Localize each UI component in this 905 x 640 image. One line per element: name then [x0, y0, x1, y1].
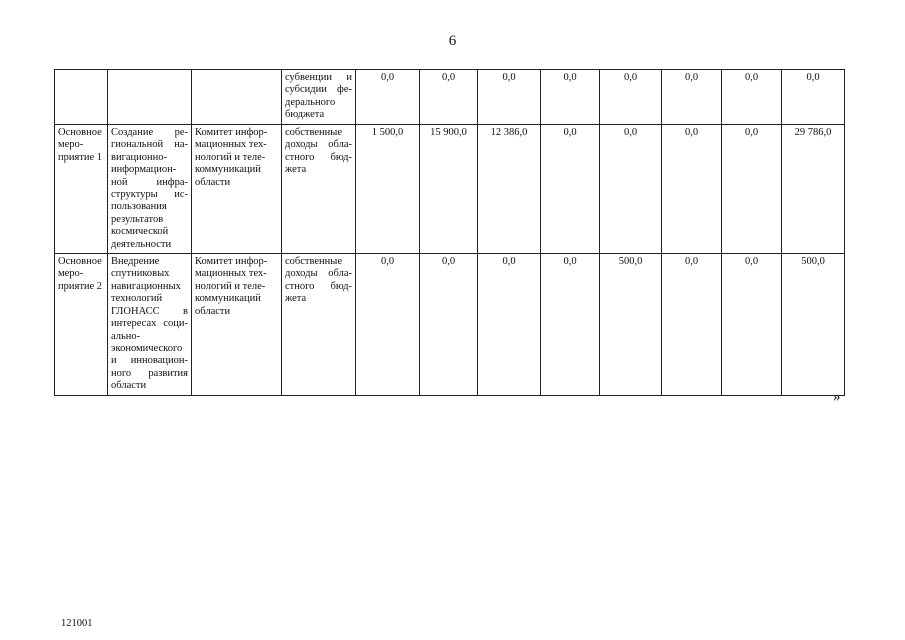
value-cell: 0,0: [541, 254, 600, 395]
executor-cell-line: области: [195, 305, 231, 317]
funding-source-cell-line: субвенции и: [285, 72, 352, 83]
value-cell: 0,0: [420, 70, 478, 125]
value-cell: 0,0: [600, 70, 662, 125]
total-value-cell: 29 786,0: [782, 125, 845, 254]
funding-source-cell-line: стного бюд-: [285, 280, 352, 292]
executor-cell: [192, 70, 282, 125]
funding-source-cell-line: жета: [285, 293, 307, 305]
activity-name-cell-line: структуры ис-: [111, 189, 188, 201]
value-cell: 0,0: [722, 70, 782, 125]
event-cell-line: меро-: [58, 139, 84, 151]
executor-cell-line: коммуникаций: [195, 164, 261, 176]
activity-name-cell-line: спутниковых: [111, 268, 170, 280]
funding-source-cell-line: доходы обла-: [285, 268, 352, 280]
funding-source-cell: [282, 70, 356, 125]
activity-name-cell-line: ного развития: [111, 367, 188, 379]
activity-name-cell-line: ально-: [111, 330, 141, 342]
executor-cell-line: нологий и теле-: [195, 280, 266, 292]
activity-name-cell-line: Внедрение: [111, 256, 160, 268]
value-cell: 0,0: [541, 70, 600, 125]
value-cell: 0,0: [541, 125, 600, 254]
executor-cell-line: Комитет инфор-: [195, 256, 268, 268]
executor-cell-line: коммуникаций: [195, 293, 261, 305]
activity-name-cell: [108, 125, 192, 254]
value-cell: 0,0: [478, 70, 541, 125]
event-cell-line: Основное: [58, 127, 102, 138]
activity-name-cell-line: космической: [111, 226, 169, 238]
event-cell: [55, 254, 108, 395]
executor-cell-line: области: [195, 176, 231, 188]
value-cell: 0,0: [722, 254, 782, 395]
table-row: [55, 125, 845, 254]
budget-table: [54, 69, 845, 396]
executor-cell-line: Комитет инфор-: [195, 127, 268, 138]
funding-source-cell-line: собственные: [285, 256, 343, 268]
table-row: [55, 70, 845, 125]
value-cell: 500,0: [600, 254, 662, 395]
funding-source-cell: [282, 254, 356, 395]
event-cell-line: приятие 2: [58, 280, 103, 292]
footer-code: 121001: [61, 618, 93, 629]
funding-source-cell-line: дерального: [285, 96, 336, 108]
table-body: [55, 70, 845, 396]
activity-name-cell: [108, 254, 192, 395]
value-cell: 15 900,0: [420, 125, 478, 254]
activity-name-cell-line: ной инфра-: [111, 176, 188, 188]
activity-name-cell-line: ГЛОНАСС в: [111, 305, 188, 317]
funding-source-cell-line: бюджета: [285, 109, 325, 121]
activity-name-cell-line: Создание ре-: [111, 127, 188, 138]
event-cell-line: меро-: [58, 268, 84, 280]
activity-name-cell-line: навигационных: [111, 280, 181, 292]
activity-name-cell-line: экономического: [111, 342, 183, 354]
activity-name-cell: [108, 70, 192, 125]
funding-source-cell-line: жета: [285, 164, 307, 176]
executor-cell-line: мационных тех-: [195, 268, 267, 280]
activity-name-cell-line: деятельности: [111, 238, 172, 250]
value-cell: 1 500,0: [356, 125, 420, 254]
value-cell: 0,0: [356, 70, 420, 125]
activity-name-cell-line: пользования: [111, 201, 167, 213]
activity-name-cell-line: технологий: [111, 293, 163, 305]
funding-source-cell-line: доходы обла-: [285, 139, 352, 151]
event-cell: [55, 70, 108, 125]
funding-source-cell-line: субсидии фе-: [285, 84, 352, 96]
value-cell: 12 386,0: [478, 125, 541, 254]
executor-cell-line: нологий и теле-: [195, 151, 266, 163]
activity-name-cell-line: вигационно-: [111, 151, 168, 163]
funding-source-cell-line: собственные: [285, 127, 343, 138]
funding-source-cell: [282, 125, 356, 254]
value-cell: 0,0: [662, 125, 722, 254]
activity-name-cell-line: информацион-: [111, 164, 177, 176]
table-row: [55, 254, 845, 395]
value-cell: 0,0: [600, 125, 662, 254]
total-value-cell: 0,0: [782, 70, 845, 125]
value-cell: 0,0: [478, 254, 541, 395]
executor-cell: [192, 254, 282, 395]
value-cell: 0,0: [662, 254, 722, 395]
closing-quote: »: [833, 389, 841, 405]
total-value-cell: 500,0: [782, 254, 845, 395]
event-cell: [55, 125, 108, 254]
executor-cell: [192, 125, 282, 254]
activity-name-cell-line: и инновацион-: [111, 355, 188, 367]
value-cell: 0,0: [420, 254, 478, 395]
activity-name-cell-line: интересах соци-: [111, 318, 188, 330]
event-cell-line: приятие 1: [58, 151, 103, 163]
value-cell: 0,0: [662, 70, 722, 125]
funding-source-cell-line: стного бюд-: [285, 151, 352, 163]
activity-name-cell-line: результатов: [111, 213, 164, 225]
activity-name-cell-line: области: [111, 380, 147, 392]
value-cell: 0,0: [356, 254, 420, 395]
event-cell-line: Основное: [58, 256, 102, 268]
activity-name-cell-line: гиональной на-: [111, 139, 188, 151]
value-cell: 0,0: [722, 125, 782, 254]
page-number: 6: [448, 33, 457, 49]
executor-cell-line: мационных тех-: [195, 139, 267, 151]
